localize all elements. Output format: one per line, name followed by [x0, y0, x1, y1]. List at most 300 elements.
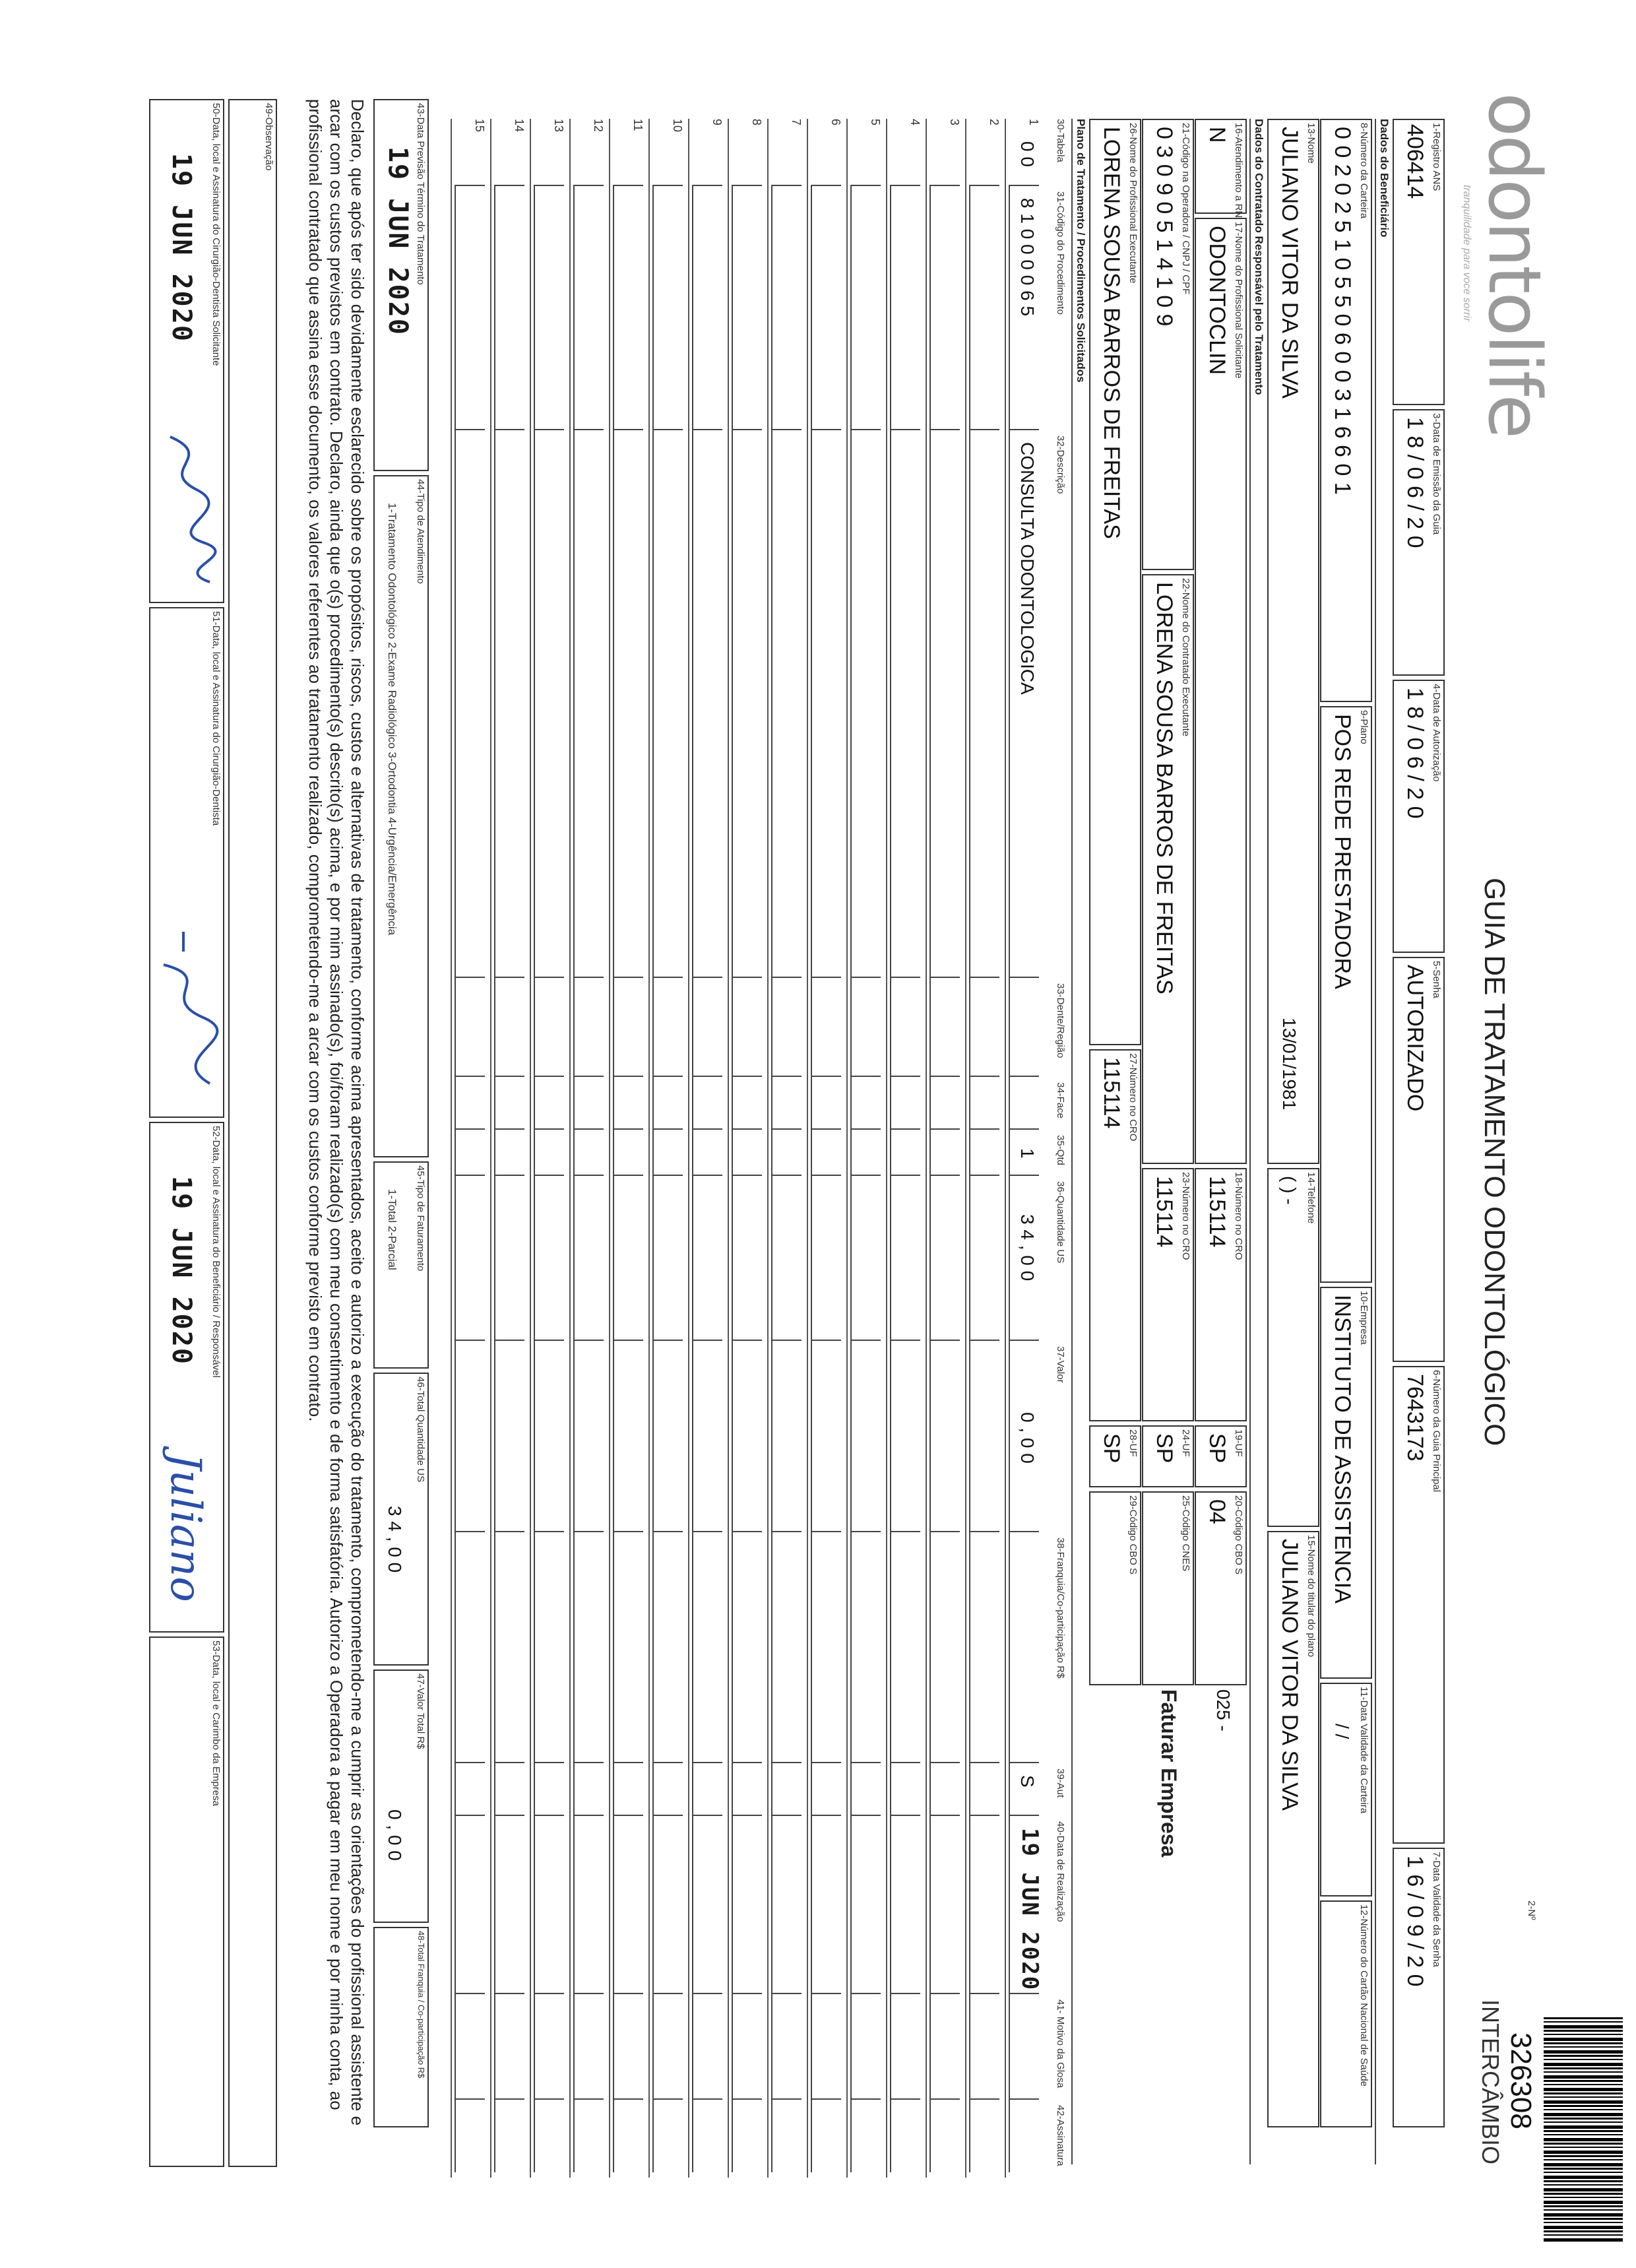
table-cell[interactable] [494, 1340, 524, 1532]
table-cell[interactable] [732, 1993, 762, 2100]
table-cell[interactable] [929, 2098, 960, 2172]
registro-ans-box [1393, 119, 1445, 405]
table-cell[interactable] [573, 429, 604, 978]
table-cell[interactable] [771, 1340, 802, 1532]
table-cell[interactable] [929, 1815, 960, 1994]
table-cell[interactable] [890, 1076, 920, 1130]
validade-senha[interactable]: 1 6 / 0 9 / 2 0 [1402, 1856, 1428, 1987]
titular[interactable]: JULIANO VITOR DA SILVA [1277, 1539, 1302, 1811]
table-cell[interactable] [613, 1175, 643, 1341]
col-tabela: 30-Tabela [1055, 119, 1066, 162]
table-cell[interactable] [692, 429, 722, 978]
table-cell[interactable] [850, 977, 881, 1077]
table-cell[interactable] [455, 1076, 485, 1130]
table-cell[interactable] [771, 429, 802, 978]
row-number: 4 [908, 119, 922, 126]
table-cell[interactable] [929, 1531, 960, 1763]
table-cell[interactable] [732, 1076, 762, 1130]
table-cell[interactable] [573, 2098, 604, 2172]
row-number: 11 [631, 119, 645, 131]
table-cell[interactable] [811, 1531, 841, 1763]
table-cell[interactable] [850, 429, 881, 978]
table-cell[interactable] [1009, 1076, 1039, 1130]
tipo-atendimento-box [373, 475, 429, 1157]
validade-senha-label: 7-Data Validade da Senha [1431, 1852, 1442, 1967]
nome[interactable]: JULIANO VITOR DA SILVA [1277, 127, 1302, 399]
senha-label: 5-Senha [1431, 961, 1442, 998]
table-cell[interactable] [494, 977, 524, 1077]
table-cell[interactable] [613, 977, 643, 1077]
data-emissao-label: 3-Data de Emissão da Guia [1431, 413, 1442, 535]
assinatura-53-box [149, 1636, 224, 2167]
validade-carteira-label: 11-Data Validade da Carteira [1358, 1687, 1369, 1814]
cro3-label: 27-Número no CRO [1127, 1053, 1139, 1142]
table-cell[interactable] [732, 429, 762, 978]
table-cell[interactable] [929, 185, 960, 430]
table-cell[interactable] [771, 1762, 802, 1816]
atendimento-rn[interactable]: N [1205, 127, 1230, 143]
table-cell[interactable] [929, 429, 960, 978]
validade-senha-box [1393, 1848, 1445, 2127]
table-cell[interactable] [613, 2098, 643, 2172]
row-number: 13 [552, 119, 565, 133]
aut[interactable]: S [1017, 1775, 1038, 1788]
codigo-operadora-label: 21-Código na Operadora / CNPJ / CPF [1180, 123, 1191, 295]
table-cell[interactable] [732, 1815, 762, 1994]
telefone[interactable]: ( ) - [1279, 1176, 1300, 1205]
table-cell[interactable] [534, 1762, 564, 1816]
table-row [451, 119, 491, 2178]
table-cell[interactable] [692, 977, 722, 1077]
table-cell[interactable] [929, 1128, 960, 1176]
table-cell[interactable] [771, 977, 802, 1077]
table-cell[interactable] [732, 977, 762, 1077]
cbo[interactable]: 04 [1205, 1499, 1230, 1524]
contratado-executante-box [1142, 574, 1194, 1164]
codigo-operadora-box [1142, 119, 1194, 570]
table-cell[interactable] [771, 1531, 802, 1763]
table-cell[interactable] [652, 1076, 683, 1130]
table-cell[interactable] [652, 2098, 683, 2172]
contratado-executante[interactable]: LORENA SOUSA BARROS DE FREITAS [1152, 582, 1177, 994]
table-cell[interactable] [732, 1340, 762, 1532]
uf[interactable]: SP [1205, 1433, 1230, 1464]
assinatura-50-label: 50-Data, local e Assinatura do Cirurgião-Dentista Solicitante [210, 103, 222, 366]
logo-text: odontolife [1472, 92, 1557, 437]
table-cell[interactable] [534, 2098, 564, 2172]
table-cell[interactable] [771, 1815, 802, 1994]
data-autorizacao-label: 4-Data de Autorização [1431, 684, 1442, 782]
table-cell[interactable] [455, 2098, 485, 2172]
carteira-label: 8-Número da Carteira [1358, 123, 1369, 219]
carteira[interactable]: 0 0 2 0 2 5 1 0 5 5 0 6 0 0 3 1 6 6 0 1 [1330, 127, 1355, 495]
table-cell[interactable] [850, 1815, 881, 1994]
table-cell[interactable] [534, 185, 564, 430]
table-cell[interactable] [969, 1762, 999, 1816]
validade-carteira[interactable]: / / [1332, 1724, 1352, 1739]
table-cell[interactable] [969, 2098, 999, 2172]
table-cell[interactable] [692, 2098, 722, 2172]
guia-number: 326308 [1505, 2032, 1537, 2129]
table-cell[interactable] [494, 185, 524, 430]
table-cell[interactable] [771, 1993, 802, 2100]
table-cell[interactable] [890, 185, 920, 430]
guia-number-label: 2-Nº [1526, 1900, 1537, 1920]
table-row [728, 119, 769, 2178]
col-data-realizacao: 40-Data de Realização [1055, 1821, 1066, 1922]
table-cell[interactable] [969, 1076, 999, 1130]
table-cell[interactable] [732, 1762, 762, 1816]
table-cell[interactable] [692, 185, 722, 430]
valor[interactable]: 0 , 0 0 [1017, 1412, 1038, 1464]
data-realizacao[interactable]: 19 JUN 2020 [1017, 1828, 1043, 1992]
table-cell[interactable] [732, 1175, 762, 1341]
observacao-label: 49-Observação [263, 103, 274, 171]
table-cell[interactable] [890, 1175, 920, 1341]
table-cell[interactable] [1009, 1531, 1039, 1763]
uf3[interactable]: SP [1099, 1433, 1124, 1464]
table-cell[interactable] [652, 1175, 683, 1341]
table-cell[interactable] [534, 1815, 564, 1994]
table-cell[interactable] [771, 2098, 802, 2172]
profissional-executante-box [1089, 119, 1141, 1045]
table-cell[interactable] [811, 185, 841, 430]
table-cell[interactable] [850, 1175, 881, 1341]
table-cell[interactable] [850, 185, 881, 430]
table-cell[interactable] [732, 185, 762, 430]
table-cell[interactable] [573, 1993, 604, 2100]
table-cell[interactable] [692, 1340, 722, 1532]
quantidade-us[interactable]: 3 4 , 0 0 [1017, 1214, 1038, 1281]
table-row [490, 119, 531, 2178]
profissional-solicitante-label: 17-Nome do Profissional Solicitante [1233, 222, 1244, 379]
table-cell[interactable] [613, 1340, 643, 1532]
table-cell[interactable] [692, 1815, 722, 1994]
table-cell[interactable] [811, 1340, 841, 1532]
table-cell[interactable] [573, 1340, 604, 1532]
table-cell[interactable] [534, 1076, 564, 1130]
table-cell[interactable] [534, 1993, 564, 2100]
tipo-faturamento-opts[interactable]: 1-Total 2-Parcial [386, 1189, 398, 1270]
table-cell[interactable] [613, 1531, 643, 1763]
table-cell[interactable] [455, 1815, 485, 1994]
empresa-box [1320, 1287, 1372, 1679]
data-autorizacao[interactable]: 1 8 / 0 6 / 2 0 [1402, 688, 1428, 819]
page-title: GUIA DE TRATAMENTO ODONTOLÓGICO [1478, 878, 1511, 1446]
section-plano-tratamento: Plano de Tratamento / Procedimentos Solicitados [1071, 119, 1087, 2164]
table-cell[interactable] [850, 1993, 881, 2100]
table-cell[interactable] [811, 1128, 841, 1176]
table-cell[interactable] [534, 429, 564, 978]
table-cell[interactable] [692, 1531, 722, 1763]
table-cell[interactable] [494, 1128, 524, 1176]
table-cell[interactable] [929, 1340, 960, 1532]
uf3-box [1089, 1425, 1141, 1487]
previsao-date[interactable]: 19 JUN 2020 [383, 146, 413, 336]
table-cell[interactable] [613, 1076, 643, 1130]
table-cell[interactable] [1009, 1762, 1039, 1816]
table-row [886, 119, 927, 2178]
table-header [1049, 119, 1069, 2178]
table-cell[interactable] [573, 977, 604, 1077]
table-cell[interactable] [969, 1993, 999, 2100]
col-face: 34-Face [1055, 1082, 1066, 1119]
table-cell[interactable] [455, 977, 485, 1077]
table-cell[interactable] [811, 1175, 841, 1341]
table-cell[interactable] [494, 1175, 524, 1341]
table-cell[interactable] [613, 185, 643, 430]
profissional-solicitante[interactable]: ODONTOCLIN [1205, 226, 1230, 375]
profissional-executante[interactable]: LORENA SOUSA BARROS DE FREITAS [1099, 127, 1124, 539]
table-row [807, 119, 848, 2178]
table-cell[interactable] [455, 429, 485, 978]
cro[interactable]: 115114 [1205, 1176, 1230, 1248]
table-cell[interactable] [573, 1128, 604, 1176]
uf2[interactable]: SP [1152, 1433, 1177, 1464]
assinatura-52-date[interactable]: 19 JUN 2020 [166, 1176, 197, 1365]
table-cell[interactable] [1009, 2098, 1039, 2172]
table-cell[interactable] [494, 1993, 524, 2100]
table-row [688, 119, 729, 2178]
guia-principal-box [1393, 1366, 1445, 1844]
codigo[interactable]: 8 1 0 0 0 0 6 5 [1017, 198, 1038, 317]
table-cell[interactable] [969, 977, 999, 1077]
table-cell[interactable] [573, 1175, 604, 1341]
table-cell[interactable] [652, 429, 683, 978]
table-cell[interactable] [811, 2098, 841, 2172]
assinatura-50-date[interactable]: 19 JUN 2020 [166, 153, 197, 342]
table-cell[interactable] [613, 429, 643, 978]
descricao[interactable]: CONSULTA ODONTOLOGICA [1017, 442, 1038, 695]
table-cell[interactable] [732, 1531, 762, 1763]
table-cell[interactable] [534, 977, 564, 1077]
table-cell[interactable] [811, 1993, 841, 2100]
table-cell[interactable] [771, 1128, 802, 1176]
table-cell[interactable] [890, 1815, 920, 1994]
table-cell[interactable] [652, 1340, 683, 1532]
table-cell[interactable] [850, 1076, 881, 1130]
table-cell[interactable] [850, 1531, 881, 1763]
table-cell[interactable] [494, 1076, 524, 1130]
table-cell[interactable] [455, 1993, 485, 2100]
table-cell[interactable] [969, 1815, 999, 1994]
codigo-operadora[interactable]: 0 3 0 9 0 5 1 4 1 0 9 [1152, 127, 1177, 327]
cnes-label: 25-Código CNES [1180, 1495, 1191, 1572]
table-cell[interactable] [534, 1175, 564, 1341]
table-cell[interactable] [652, 1762, 683, 1816]
row-number: 15 [473, 119, 486, 133]
validade-carteira-box [1320, 1683, 1372, 1896]
table-cell[interactable] [573, 1815, 604, 1994]
data-emissao[interactable]: 1 8 / 0 6 / 2 0 [1402, 417, 1428, 548]
table-cell[interactable] [692, 1128, 722, 1176]
table-cell[interactable] [494, 429, 524, 978]
table-cell[interactable] [534, 1128, 564, 1176]
row-number: 1 [1027, 119, 1040, 126]
table-cell[interactable] [573, 1762, 604, 1816]
cbo3-label: 29-Código CBO S [1127, 1495, 1139, 1575]
table-cell[interactable] [890, 1993, 920, 2100]
tipo-faturamento-box [373, 1161, 429, 1369]
cbo-box [1195, 1491, 1247, 1685]
table-cell[interactable] [455, 1531, 485, 1763]
dentist-signature-1 [150, 430, 223, 589]
table-cell[interactable] [929, 1762, 960, 1816]
table-cell[interactable] [455, 1340, 485, 1532]
table-cell[interactable] [771, 185, 802, 430]
previsao-box [373, 99, 429, 471]
table-cell[interactable] [890, 1128, 920, 1176]
guia-principal[interactable]: 7643173 [1402, 1374, 1428, 1462]
table-cell[interactable] [573, 1531, 604, 1763]
table-cell[interactable] [969, 1340, 999, 1532]
logo-tagline: tranquilidade para voce sorrir [1461, 185, 1472, 322]
table-cell[interactable] [613, 1993, 643, 2100]
row-number: 10 [671, 119, 684, 133]
col-qtd: 35-Qtd [1055, 1135, 1066, 1165]
uf3-label: 28-UF [1127, 1429, 1139, 1457]
atendimento-rn-box [1195, 119, 1247, 218]
table-cell[interactable] [890, 2098, 920, 2172]
nome-label: 13-Nome [1306, 123, 1317, 164]
table-cell[interactable] [890, 1531, 920, 1763]
table-cell[interactable] [929, 977, 960, 1077]
table-cell[interactable] [692, 1175, 722, 1341]
table-row [530, 119, 571, 2178]
table-cell[interactable] [890, 977, 920, 1077]
table-cell[interactable] [613, 1815, 643, 1994]
declaracao-text: Declaro, que após ter sido devidamente esclarecido sobre os propósitos, riscos, custos e alternativas de tratamento, conforme acima apresentados, aceito e autorizo a execução do tratamento, comprometendo-me a cumprir as orientações do profissional assistente e arcar com os custos previstos em contrato. Declaro, ainda que o(s) procedimento(s) descrito(s) acima, e por mim assinado(s), foi/foram realizado(s) com meu consentimento e de forma satisfatória. Autorizo a Operadora a pagar em meu nome e por minha conta, ao profissional contratado que assina esse documento, os valores referentes ao tratamento realizado, comprometendo-me a arcar com os custos conforme previsto em contrato. [305, 99, 367, 2126]
row-number: 5 [869, 119, 882, 126]
qtd[interactable]: 1 [1017, 1148, 1038, 1159]
table-cell[interactable] [455, 1128, 485, 1176]
table-cell[interactable] [692, 1993, 722, 2100]
table-cell[interactable] [1009, 977, 1039, 1077]
table-cell[interactable] [573, 185, 604, 430]
table-cell[interactable] [811, 1762, 841, 1816]
table-cell[interactable] [969, 1531, 999, 1763]
table-cell[interactable] [652, 1531, 683, 1763]
table-cell[interactable] [652, 1128, 683, 1176]
table-cell[interactable] [771, 1175, 802, 1341]
guia-principal-label: 6-Número da Guia Principal [1431, 1370, 1442, 1493]
cro2[interactable]: 115114 [1152, 1176, 1177, 1248]
table-cell[interactable] [534, 1340, 564, 1532]
row-number: 14 [513, 119, 526, 133]
table-cell[interactable] [969, 1175, 999, 1341]
assinatura-51-label: 51-Data, local e Assinatura do Cirurgião-Dentista [210, 611, 222, 826]
empresa[interactable]: INSTITUTO DE ASSISTENCIA [1330, 1295, 1355, 1604]
table-cell[interactable] [692, 1076, 722, 1130]
table-cell[interactable] [969, 185, 999, 430]
table-row [965, 119, 1006, 2178]
table-row [767, 119, 808, 2178]
table-cell[interactable] [652, 1815, 683, 1994]
telefone-box [1267, 1168, 1319, 1527]
table-cell[interactable] [929, 1076, 960, 1130]
table-cell[interactable] [732, 1128, 762, 1176]
table-cell[interactable] [455, 1762, 485, 1816]
senha[interactable]: AUTORIZADO [1402, 965, 1428, 1112]
table-cell[interactable] [455, 1175, 485, 1341]
cro-box [1195, 1168, 1247, 1421]
tabela[interactable]: 0 0 [1017, 141, 1038, 167]
total-us-box [373, 1373, 429, 1666]
row-number: 7 [790, 119, 803, 126]
total-franquia-label: 48-Total Franquia / Co-participação R$ [416, 1931, 426, 2079]
logo [1461, 92, 1557, 437]
assinatura-52-label: 52-Data, local e Assinatura do Beneficiário / Responsável [210, 1126, 222, 1378]
table-cell[interactable] [929, 1993, 960, 2100]
table-cell[interactable] [1009, 1993, 1039, 2100]
table-cell[interactable] [890, 1340, 920, 1532]
row-number: 2 [988, 119, 1001, 126]
table-cell[interactable] [850, 1128, 881, 1176]
valor-total-label: 47-Valor Total R$ [415, 1673, 426, 1749]
plano-label: 9-Plano [1358, 710, 1369, 744]
total-us-label: 46-Total Quantidade US [415, 1377, 426, 1483]
col-assinatura: 42-Assinatura [1055, 2105, 1066, 2166]
table-cell[interactable] [652, 1993, 683, 2100]
profissional-executante-label: 26-Nome do Profissional Executante [1127, 123, 1139, 284]
cro3[interactable]: 115114 [1099, 1057, 1124, 1129]
table-cell[interactable] [534, 1531, 564, 1763]
valor-total[interactable]: 0 , 0 0 [385, 1809, 405, 1861]
table-cell[interactable] [811, 977, 841, 1077]
telefone-label: 14-Telefone [1306, 1172, 1317, 1224]
table-cell[interactable] [455, 185, 485, 430]
registro-ans[interactable]: 406414 [1402, 124, 1428, 199]
table-cell[interactable] [811, 429, 841, 978]
plano[interactable]: POS REDE PRESTADORA [1330, 714, 1355, 989]
tipo-atendimento-opts[interactable]: 1-Tratamento Odontológico 2-Exame Radiológico 3-Ortodontia 4-Urgência/Emergência [386, 503, 398, 936]
table-cell[interactable] [811, 1076, 841, 1130]
table-cell[interactable] [652, 185, 683, 430]
table-cell[interactable] [850, 1762, 881, 1816]
table-cell[interactable] [573, 1076, 604, 1130]
table-cell[interactable] [850, 2098, 881, 2172]
uf2-label: 24-UF [1180, 1429, 1191, 1457]
table-cell[interactable] [613, 1762, 643, 1816]
table-cell[interactable] [613, 1128, 643, 1176]
observacao-box [228, 99, 277, 2167]
table-cell[interactable] [811, 1815, 841, 1994]
assinatura-53-label: 53-Data, local e Carimbo da Empresa [210, 1640, 222, 1806]
table-cell[interactable] [494, 1815, 524, 1994]
table-cell[interactable] [969, 429, 999, 978]
cro-label: 18-Número no CRO [1233, 1172, 1244, 1260]
table-cell[interactable] [890, 429, 920, 978]
table-row [1005, 119, 1046, 2178]
valor-total-box [373, 1669, 429, 1923]
table-cell[interactable] [890, 1762, 920, 1816]
data-nascimento[interactable]: 13/01/1981 [1279, 1018, 1300, 1111]
table-cell[interactable] [494, 2098, 524, 2172]
total-us[interactable]: 3 4 , 0 0 [385, 1506, 405, 1573]
table-cell[interactable] [494, 1762, 524, 1816]
table-cell[interactable] [494, 1531, 524, 1763]
table-cell[interactable] [732, 2098, 762, 2172]
table-cell[interactable] [850, 1340, 881, 1532]
table-cell[interactable] [692, 1762, 722, 1816]
table-cell[interactable] [929, 1175, 960, 1341]
contratado-executante-label: 22-Nome do Contratado Executante [1180, 578, 1191, 737]
table-cell[interactable] [771, 1076, 802, 1130]
table-cell[interactable] [652, 977, 683, 1077]
cro2-box [1142, 1168, 1194, 1421]
atendimento-rn-label: 16-Atendimento a RN [1233, 123, 1244, 218]
table-cell[interactable] [969, 1128, 999, 1176]
